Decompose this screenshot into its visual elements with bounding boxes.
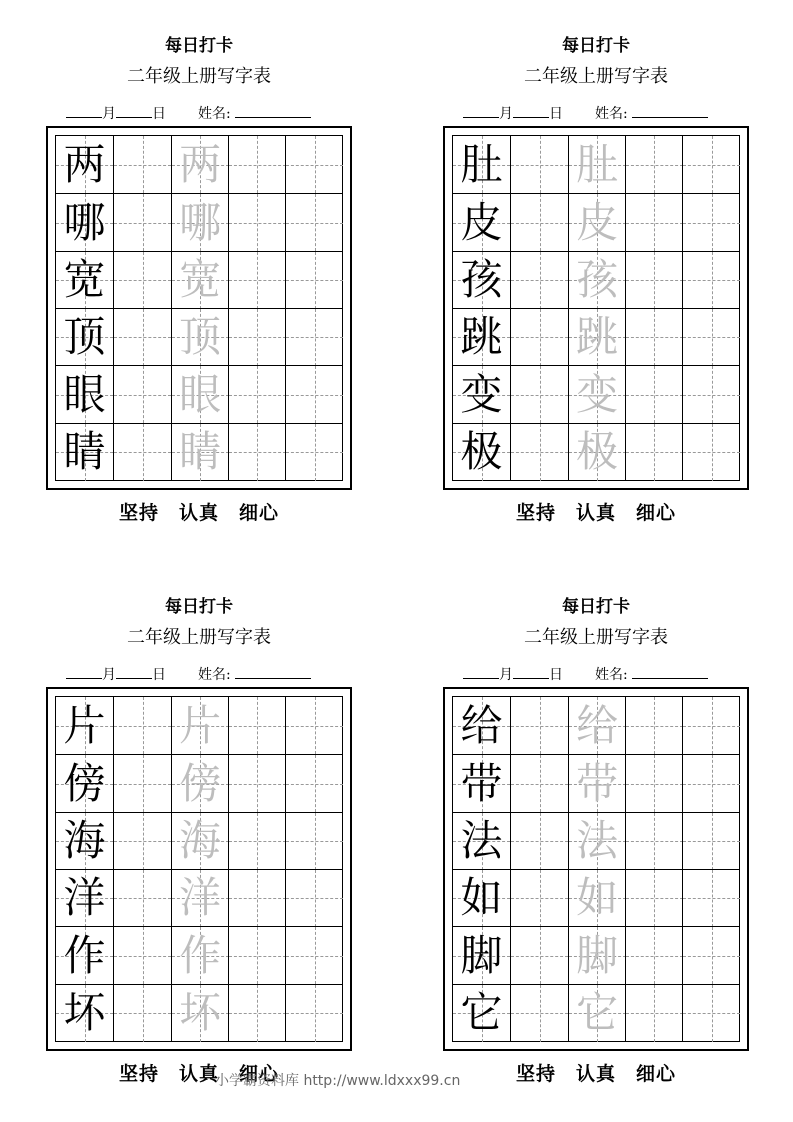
- name-blank[interactable]: [632, 103, 708, 118]
- grid-cell[interactable]: [625, 136, 683, 193]
- grid-row: [453, 136, 739, 193]
- trace-character: 皮: [576, 197, 619, 247]
- grid-row: [453, 984, 739, 1042]
- day-blank[interactable]: [116, 103, 152, 118]
- card-subtitle: 二年级上册写字表: [524, 627, 668, 648]
- grid-cell[interactable]: [171, 927, 229, 984]
- model-character: 片: [63, 700, 106, 750]
- grid-cell[interactable]: [510, 366, 568, 423]
- grid-row: [453, 251, 739, 309]
- name-blank[interactable]: [235, 664, 311, 679]
- grid-cell[interactable]: [285, 755, 343, 812]
- month-blank[interactable]: [463, 103, 499, 118]
- grid-row: [453, 697, 739, 754]
- grid-cell[interactable]: [285, 366, 343, 423]
- grid-cell[interactable]: [285, 813, 343, 870]
- month-label: 月: [499, 667, 513, 683]
- grid-cell[interactable]: [625, 424, 683, 481]
- grid-cell[interactable]: [113, 697, 171, 754]
- practice-card: [443, 596, 749, 1096]
- grid-cell[interactable]: [56, 194, 113, 251]
- grid-cell[interactable]: [568, 309, 626, 366]
- trace-character: 变: [576, 369, 619, 419]
- card-title: 每日打卡: [562, 597, 630, 617]
- card-subtitle: 二年级上册写字表: [524, 66, 668, 87]
- grid-cell[interactable]: [510, 424, 568, 481]
- grid-cell[interactable]: [625, 755, 683, 812]
- grid-cell[interactable]: [228, 813, 286, 870]
- grid-cell[interactable]: [625, 366, 683, 423]
- grid-cell[interactable]: [510, 755, 568, 812]
- grid-cell[interactable]: [113, 755, 171, 812]
- practice-card: [46, 35, 352, 535]
- card-motto: 坚持 认真 细心: [118, 502, 279, 524]
- card-motto: 坚持 认真 细心: [515, 502, 676, 524]
- grid-cell[interactable]: [56, 309, 113, 366]
- grid-cell[interactable]: [228, 136, 286, 193]
- grid-cell[interactable]: [171, 194, 229, 251]
- date-name-line: [66, 103, 356, 123]
- grid-cell[interactable]: [56, 252, 113, 309]
- day-label: 日: [549, 667, 563, 683]
- model-character: 极: [460, 427, 503, 476]
- model-character: 两: [63, 139, 106, 189]
- writing-grid-frame: [443, 687, 749, 1051]
- grid-row: [453, 754, 739, 812]
- grid-row: [56, 365, 342, 423]
- name-label: 姓名:: [198, 106, 231, 122]
- grid-cell[interactable]: [228, 309, 286, 366]
- trace-character: 顶: [179, 312, 222, 362]
- grid-cell[interactable]: [56, 136, 113, 193]
- name-label: 姓名:: [198, 667, 231, 683]
- grid-cell[interactable]: [171, 366, 229, 423]
- grid-cell[interactable]: [285, 697, 343, 754]
- practice-card: [46, 596, 352, 1096]
- trace-character: 带: [576, 758, 619, 808]
- model-character: 脚: [460, 930, 503, 980]
- trace-character: 给: [576, 700, 619, 750]
- grid-cell[interactable]: [228, 927, 286, 984]
- grid-cell[interactable]: [171, 985, 229, 1042]
- trace-character: 如: [576, 873, 619, 923]
- grid-cell[interactable]: [568, 813, 626, 870]
- grid-cell[interactable]: [285, 309, 343, 366]
- grid-cell[interactable]: [625, 194, 683, 251]
- grid-cell[interactable]: [113, 136, 171, 193]
- grid-cell[interactable]: [285, 927, 343, 984]
- model-character: 如: [460, 873, 503, 923]
- grid-cell[interactable]: [682, 870, 740, 927]
- grid-row: [453, 812, 739, 870]
- grid-cell[interactable]: [228, 366, 286, 423]
- grid-cell[interactable]: [56, 985, 113, 1042]
- day-blank[interactable]: [116, 664, 152, 679]
- trace-character: 海: [179, 816, 222, 866]
- model-character: 眼: [63, 369, 106, 419]
- grid-cell[interactable]: [285, 870, 343, 927]
- model-character: 坏: [63, 988, 106, 1037]
- grid-cell[interactable]: [625, 985, 683, 1042]
- grid-cell[interactable]: [510, 136, 568, 193]
- grid-cell[interactable]: [171, 309, 229, 366]
- month-label: 月: [102, 106, 116, 122]
- trace-character: 哪: [179, 197, 222, 247]
- grid-cell[interactable]: [453, 985, 510, 1042]
- grid-cell[interactable]: [453, 870, 510, 927]
- grid-cell[interactable]: [228, 252, 286, 309]
- model-character: 顶: [63, 312, 106, 362]
- grid-row: [56, 812, 342, 870]
- grid-cell[interactable]: [171, 424, 229, 481]
- trace-character: 法: [576, 816, 619, 866]
- grid-cell[interactable]: [682, 813, 740, 870]
- grid-cell[interactable]: [171, 870, 229, 927]
- grid-cell[interactable]: [682, 697, 740, 754]
- model-character: 给: [460, 700, 503, 750]
- trace-character: 片: [179, 700, 222, 750]
- grid-cell[interactable]: [171, 136, 229, 193]
- model-character: 洋: [63, 873, 106, 923]
- grid-cell[interactable]: [510, 697, 568, 754]
- month-label: 月: [499, 106, 513, 122]
- trace-character: 两: [179, 139, 222, 189]
- grid-row: [453, 869, 739, 927]
- grid-cell[interactable]: [228, 755, 286, 812]
- practice-card: [443, 35, 749, 535]
- name-label: 姓名:: [595, 667, 628, 683]
- grid-cell[interactable]: [625, 309, 683, 366]
- watermark: 小学霸资料库 http://www.ldxxx99.cn: [215, 1073, 461, 1089]
- model-character: 跳: [460, 312, 503, 362]
- model-character: 孩: [460, 255, 503, 305]
- trace-character: 眼: [179, 369, 222, 419]
- grid-row: [56, 308, 342, 366]
- trace-character: 它: [576, 988, 619, 1037]
- grid-row: [56, 193, 342, 251]
- grid-cell[interactable]: [682, 309, 740, 366]
- grid-cell[interactable]: [568, 870, 626, 927]
- month-blank[interactable]: [66, 103, 102, 118]
- grid-cell[interactable]: [56, 813, 113, 870]
- grid-cell[interactable]: [682, 252, 740, 309]
- name-blank[interactable]: [235, 103, 311, 118]
- grid-cell[interactable]: [510, 813, 568, 870]
- grid-cell[interactable]: [113, 309, 171, 366]
- grid-cell[interactable]: [56, 697, 113, 754]
- grid-cell[interactable]: [113, 813, 171, 870]
- writing-grid-frame: [443, 126, 749, 490]
- grid-cell[interactable]: [568, 136, 626, 193]
- card-title: 每日打卡: [165, 36, 233, 56]
- model-character: 皮: [460, 197, 503, 247]
- grid-cell[interactable]: [568, 755, 626, 812]
- grid-cell[interactable]: [228, 424, 286, 481]
- grid-cell[interactable]: [453, 927, 510, 984]
- grid-cell[interactable]: [568, 194, 626, 251]
- model-character: 变: [460, 369, 503, 419]
- grid-row: [56, 423, 342, 481]
- trace-character: 洋: [179, 873, 222, 923]
- grid-cell[interactable]: [682, 136, 740, 193]
- grid-cell[interactable]: [453, 252, 510, 309]
- model-character: 海: [63, 816, 106, 866]
- grid-row: [56, 869, 342, 927]
- grid-cell[interactable]: [510, 252, 568, 309]
- grid-cell[interactable]: [568, 985, 626, 1042]
- grid-cell[interactable]: [56, 424, 113, 481]
- grid-cell[interactable]: [568, 424, 626, 481]
- card-title: 每日打卡: [165, 597, 233, 617]
- card-subtitle: 二年级上册写字表: [127, 66, 271, 87]
- trace-character: 坏: [179, 988, 222, 1037]
- grid-cell[interactable]: [453, 697, 510, 754]
- day-label: 日: [549, 106, 563, 122]
- name-blank[interactable]: [632, 664, 708, 679]
- model-character: 宽: [63, 255, 106, 305]
- grid-cell[interactable]: [568, 927, 626, 984]
- trace-character: 孩: [576, 255, 619, 305]
- grid-cell[interactable]: [113, 985, 171, 1042]
- trace-character: 傍: [179, 758, 222, 808]
- grid-cell[interactable]: [625, 870, 683, 927]
- grid-row: [453, 926, 739, 984]
- grid-cell[interactable]: [682, 194, 740, 251]
- trace-character: 脚: [576, 930, 619, 980]
- grid-cell[interactable]: [56, 870, 113, 927]
- grid-cell[interactable]: [682, 985, 740, 1042]
- model-character: 法: [460, 816, 503, 866]
- grid-row: [453, 308, 739, 366]
- grid-row: [56, 697, 342, 754]
- grid-cell[interactable]: [453, 136, 510, 193]
- grid-row: [453, 365, 739, 423]
- grid-cell[interactable]: [453, 424, 510, 481]
- trace-character: 睛: [179, 427, 222, 476]
- month-blank[interactable]: [463, 664, 499, 679]
- day-blank[interactable]: [513, 664, 549, 679]
- grid-cell[interactable]: [113, 424, 171, 481]
- name-label: 姓名:: [595, 106, 628, 122]
- grid-cell[interactable]: [625, 697, 683, 754]
- model-character: 哪: [63, 197, 106, 247]
- grid-cell[interactable]: [113, 927, 171, 984]
- grid-row: [56, 926, 342, 984]
- grid-row: [453, 423, 739, 481]
- grid-cell[interactable]: [285, 194, 343, 251]
- card-motto: 坚持 认真 细心: [118, 1063, 279, 1085]
- grid-cell[interactable]: [171, 252, 229, 309]
- grid-cell[interactable]: [113, 194, 171, 251]
- grid-cell[interactable]: [285, 252, 343, 309]
- model-character: 它: [460, 988, 503, 1037]
- grid-cell[interactable]: [285, 424, 343, 481]
- grid-cell[interactable]: [56, 755, 113, 812]
- month-blank[interactable]: [66, 664, 102, 679]
- grid-cell[interactable]: [228, 870, 286, 927]
- grid-row: [453, 193, 739, 251]
- trace-character: 肚: [576, 139, 619, 189]
- grid-cell[interactable]: [625, 252, 683, 309]
- day-label: 日: [152, 667, 166, 683]
- model-character: 带: [460, 758, 503, 808]
- grid-cell[interactable]: [682, 366, 740, 423]
- grid-cell[interactable]: [228, 697, 286, 754]
- grid-cell[interactable]: [228, 985, 286, 1042]
- grid-cell[interactable]: [453, 194, 510, 251]
- grid-cell[interactable]: [682, 424, 740, 481]
- writing-grid-frame: [46, 687, 352, 1051]
- grid-cell[interactable]: [113, 366, 171, 423]
- date-name-line: [463, 103, 753, 123]
- writing-grid: [452, 696, 740, 1042]
- writing-grid: [452, 135, 740, 481]
- grid-cell[interactable]: [625, 927, 683, 984]
- grid-cell[interactable]: [510, 194, 568, 251]
- month-label: 月: [102, 667, 116, 683]
- day-label: 日: [152, 106, 166, 122]
- card-motto: 坚持 认真 细心: [515, 1063, 676, 1085]
- grid-cell[interactable]: [568, 697, 626, 754]
- grid-cell[interactable]: [510, 870, 568, 927]
- grid-cell[interactable]: [113, 870, 171, 927]
- grid-cell[interactable]: [453, 755, 510, 812]
- writing-grid: [55, 696, 343, 1042]
- trace-character: 极: [576, 427, 619, 476]
- grid-row: [56, 754, 342, 812]
- grid-cell[interactable]: [453, 309, 510, 366]
- grid-cell[interactable]: [568, 252, 626, 309]
- writing-grid: [55, 135, 343, 481]
- grid-cell[interactable]: [682, 927, 740, 984]
- grid-cell[interactable]: [56, 927, 113, 984]
- card-subtitle: 二年级上册写字表: [127, 627, 271, 648]
- grid-cell[interactable]: [510, 927, 568, 984]
- grid-cell[interactable]: [510, 985, 568, 1042]
- grid-cell[interactable]: [285, 985, 343, 1042]
- grid-row: [56, 136, 342, 193]
- card-title: 每日打卡: [562, 36, 630, 56]
- grid-cell[interactable]: [453, 366, 510, 423]
- trace-character: 跳: [576, 312, 619, 362]
- grid-row: [56, 251, 342, 309]
- grid-cell[interactable]: [171, 697, 229, 754]
- model-character: 傍: [63, 758, 106, 808]
- grid-cell[interactable]: [56, 366, 113, 423]
- grid-cell[interactable]: [228, 194, 286, 251]
- writing-grid-frame: [46, 126, 352, 490]
- trace-character: 宽: [179, 255, 222, 305]
- grid-cell[interactable]: [171, 755, 229, 812]
- day-blank[interactable]: [513, 103, 549, 118]
- grid-cell[interactable]: [568, 366, 626, 423]
- date-name-line: [66, 664, 356, 684]
- grid-cell[interactable]: [510, 309, 568, 366]
- grid-row: [56, 984, 342, 1042]
- grid-cell[interactable]: [171, 813, 229, 870]
- model-character: 肚: [460, 139, 503, 189]
- grid-cell[interactable]: [285, 136, 343, 193]
- grid-cell[interactable]: [682, 755, 740, 812]
- model-character: 作: [63, 930, 106, 980]
- trace-character: 作: [179, 930, 222, 980]
- date-name-line: [463, 664, 753, 684]
- grid-cell[interactable]: [453, 813, 510, 870]
- grid-cell[interactable]: [625, 813, 683, 870]
- model-character: 睛: [63, 427, 106, 476]
- grid-cell[interactable]: [113, 252, 171, 309]
